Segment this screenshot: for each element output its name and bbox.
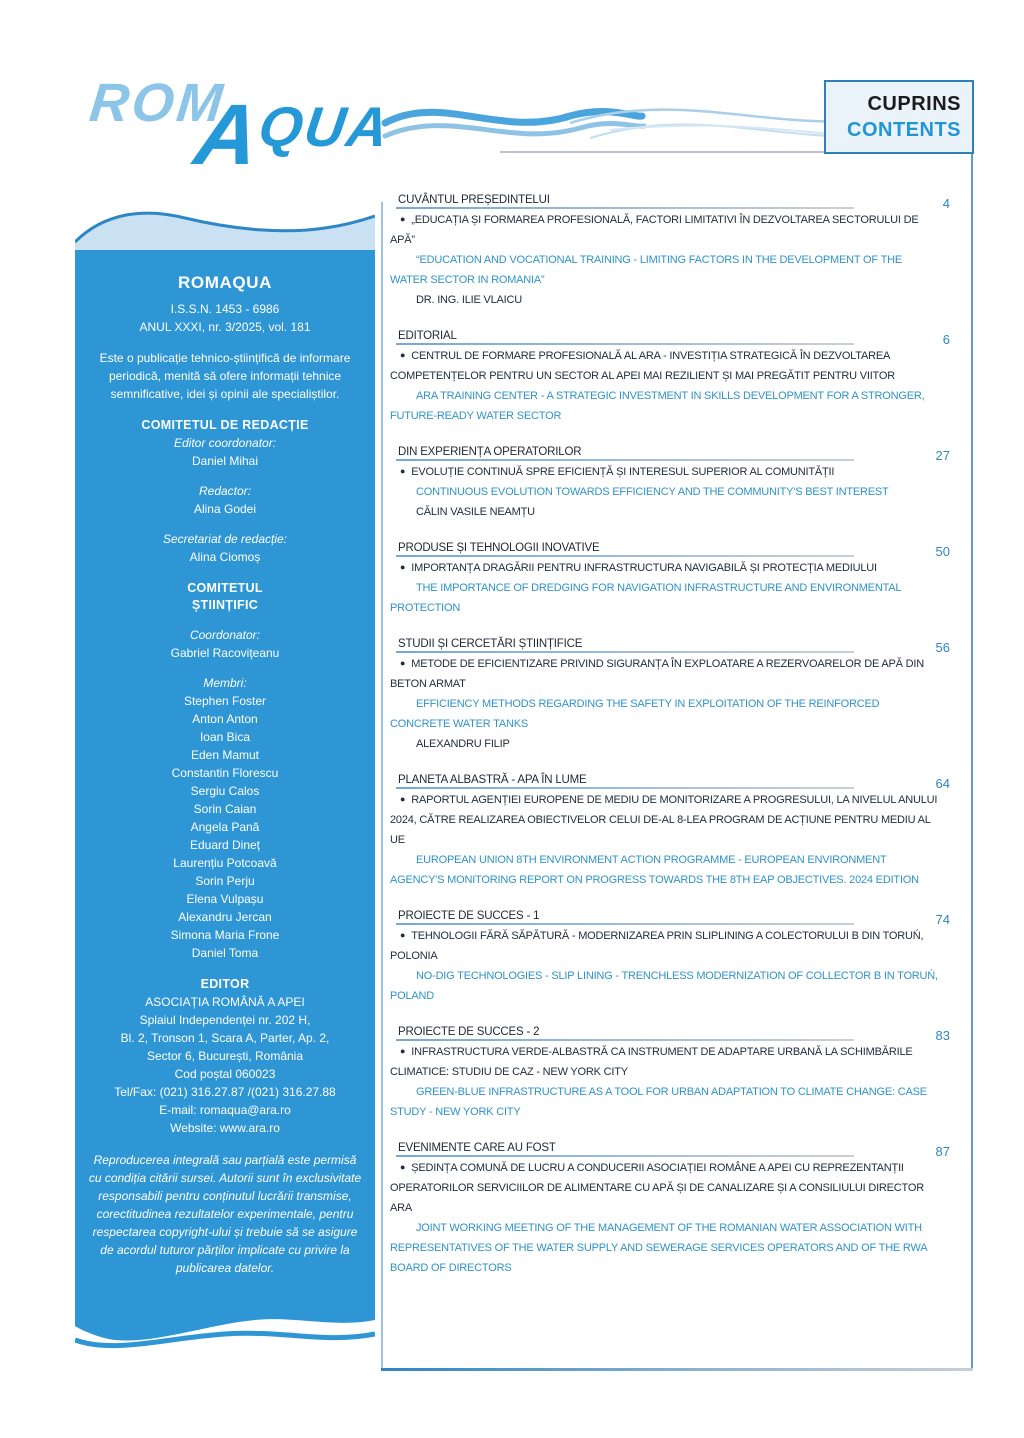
bullet-icon: ●: [400, 794, 406, 804]
section-title: PRODUSE ȘI TEHNOLOGII INOVATIVE: [398, 542, 600, 554]
table-of-contents: [390, 190, 950, 1294]
romaqua-logo-aqua: [189, 87, 395, 183]
toc-section: [390, 1138, 950, 1278]
sidebar-body: [75, 254, 375, 1310]
section-title: PLANETA ALBASTRĂ - APA ÎN LUME: [398, 774, 587, 786]
section-underline: [396, 555, 854, 557]
page-number: 27: [935, 448, 950, 463]
member-name: Sorin Caian: [193, 802, 257, 816]
members-label: Membri:: [203, 676, 247, 690]
article-title-en: EFFICIENCY METHODS REGARDING THE SAFETY IN EXPLOITATION OF THE REINFORCED CONCRETE WATER TANKS: [390, 698, 880, 730]
toc-section-header: [390, 538, 950, 558]
section-underline: [396, 343, 854, 345]
section-underline: [396, 1155, 854, 1157]
editorial-committee-heading: COMITETUL DE REDACȚIE: [141, 418, 309, 432]
section-title: CUVÂNTUL PREȘEDINTELUI: [398, 194, 550, 206]
toc-section-header: [390, 770, 950, 790]
editor-website: Website: www.ara.ro: [170, 1121, 280, 1135]
article-title-ro: ● TEHNOLOGII FĂRĂ SĂPĂTURĂ - MODERNIZAREA PRIN SLIPLINING A COLECTORULUI B DIN TORUŃ, POLONIA: [390, 930, 924, 962]
member-name: Daniel Toma: [191, 946, 259, 960]
journal-volume: ANUL XXXI, nr. 3/2025, vol. 181: [139, 320, 311, 334]
article-title-ro: ● IMPORTANȚA DRAGĂRII PENTRU INFRASTRUCTURA NAVIGABILĂ ȘI PROTECȚIA MEDIULUI: [400, 562, 877, 574]
coordinator-block: [87, 626, 363, 662]
coordinator-name: Gabriel Racovițeanu: [170, 646, 280, 660]
page-number: 83: [935, 1028, 950, 1043]
section-title: EDITORIAL: [398, 330, 457, 342]
page-number: 74: [935, 912, 950, 927]
toc-section-header: [390, 634, 950, 654]
toc-section-header: [390, 1138, 950, 1158]
copyright-disclaimer: Reproducerea integrală sau parțială este permisă cu condiția citării sursei. Autorii sunt în exclusivitate responsabili pentru conținutul lucrării transmise, corectitudinea rezultatelor experimentale, pentru respectarea copyright-ului și trebuie să se asigure de acordul tuturor părților implicate cu privire la publicarea datelor.: [88, 1153, 362, 1275]
page-number: 6: [942, 332, 950, 347]
logo-letter-a: A: [189, 87, 265, 183]
member-name: Elena Vulpașu: [186, 892, 264, 906]
bullet-icon: ●: [400, 466, 406, 476]
scientific-committee-heading: COMITETUL ȘTIINȚIFIC: [187, 581, 263, 612]
contents-title-en: CONTENTS: [847, 119, 961, 141]
member-name: Eden Mamut: [190, 748, 260, 762]
bullet-icon: ●: [400, 1046, 406, 1056]
article-title-ro: ● RAPORTUL AGENȚIEI EUROPENE DE MEDIU DE MONITORIZARE A PROGRESULUI, LA NIVELUL ANULUI 2024, CĂTRE REALIZAREA OBIECTIVELOR CELUI DE-AL 8-LEA PROGRAM DE ACȚIUNE PENTRU MEDIU AL UE: [390, 794, 938, 846]
members-list: [87, 692, 363, 962]
toc-section: [390, 634, 950, 754]
page-number: 50: [935, 544, 950, 559]
member-name: Angela Pană: [190, 820, 260, 834]
article-title-en: NO-DIG TECHNOLOGIES - SLIP LINING - TRENCHLESS MODERNIZATION OF COLLECTOR B IN TORUŃ, POLAND: [390, 970, 938, 1002]
bullet-icon: ●: [400, 562, 406, 572]
bullet-icon: ●: [400, 350, 406, 360]
toc-section: [390, 1022, 950, 1122]
sidebar-top-wave-icon: [75, 198, 375, 254]
article-title-en: ARA TRAINING CENTER - A STRATEGIC INVESTMENT IN SKILLS DEVELOPMENT FOR A STRONGER, FUTURE-READY WATER SECTOR: [390, 390, 925, 422]
article-title-ro: ● EVOLUȚIE CONTINUĂ SPRE EFICIENȚĂ ȘI INTERESUL SUPERIOR AL COMUNITĂȚII: [400, 466, 835, 478]
role-label: Editor coordonator:: [173, 436, 277, 450]
article-author: CĂLIN VASILE NEAMȚU: [416, 506, 535, 518]
section-underline: [396, 923, 854, 925]
contents-title-ro: CUPRINS: [867, 93, 961, 115]
romaqua-logo-rom: ROM: [86, 73, 229, 133]
article-title-en: JOINT WORKING MEETING OF THE MANAGEMENT OF THE ROMANIAN WATER ASSOCIATION WITH REPRESENTATIVES OF THE WATER SUPPLY AND SEWERAGE SERVICES OPERATORS AND OF THE RWA BOARD OF DIRECTORS: [390, 1222, 927, 1274]
article-author: ALEXANDRU FILIP: [416, 738, 510, 750]
masthead-sidebar: [75, 198, 375, 1362]
role-block: [87, 434, 363, 470]
article-title-en: “EDUCATION AND VOCATIONAL TRAINING - LIMITING FACTORS IN THE DEVELOPMENT OF THE WATER SECTOR IN ROMANIA”: [390, 254, 902, 286]
editor-address: ASOCIAȚIA ROMÂNĂ A APEI Splaiul Independenței nr. 202 H, Bl. 2, Tronson 1, Scara A, Parter, Ap. 2, Sector 6, București, România Cod poștal 060023 Tel/Fax: (021) 316.27.87 /(021) 316.27.88 E-mail: romaqua@ara.ro Website: www.ara.ro: [87, 993, 363, 1137]
article-title-ro: ● CENTRUL DE FORMARE PROFESIONALĂ AL ARA - INVESTIȚIA STRATEGICĂ ÎN DEZVOLTAREA COMPETENȚELOR PENTRU UN SECTOR AL APEI MAI REZILIENT ȘI MAI PREGĂTIT PENTRU VIITOR: [390, 350, 895, 382]
toc-section-header: [390, 442, 950, 462]
member-name: Constantin Florescu: [171, 766, 279, 780]
bottom-border-line: [381, 1368, 973, 1371]
section-underline: [396, 787, 854, 789]
section-underline: [396, 651, 854, 653]
role-label: Redactor:: [198, 484, 252, 498]
bullet-icon: ●: [400, 930, 406, 940]
article-title-en: GREEN-BLUE INFRASTRUCTURE AS A TOOL FOR URBAN ADAPTATION TO CLIMATE CHANGE: CASE STUDY - NEW YORK CITY: [390, 1086, 927, 1118]
logo-letters-qua: QUA: [254, 95, 395, 158]
section-title: EVENIMENTE CARE AU FOST: [398, 1142, 556, 1154]
section-title: PROIECTE DE SUCCES - 1: [398, 910, 540, 922]
toc-section: [390, 770, 950, 890]
toc-section-header: [390, 190, 950, 210]
page-number: 4: [942, 196, 950, 211]
article-title-ro: ● METODE DE EFICIENTIZARE PRIVIND SIGURANȚA ÎN EXPLOATARE A REZERVOARELOR DE APĂ DIN BETON ARMAT: [390, 658, 924, 690]
section-underline: [396, 459, 854, 461]
bullet-icon: ●: [400, 214, 406, 224]
member-name: Simona Maria Frone: [170, 928, 280, 942]
bullet-icon: ●: [400, 1162, 406, 1172]
member-name: Stephen Foster: [183, 694, 267, 708]
toc-section-header: [390, 1022, 950, 1042]
page-number: 87: [935, 1144, 950, 1159]
toc-section-header: [390, 906, 950, 926]
member-name: Sergiu Calos: [190, 784, 260, 798]
role-name: Alina Ciomoș: [189, 550, 261, 564]
section-underline: [396, 1039, 854, 1041]
sidebar-bottom-wave-icon: [75, 1310, 375, 1362]
page-number: 64: [935, 776, 950, 791]
member-name: Alexandru Jercan: [178, 910, 272, 924]
member-name: Ioan Bica: [199, 730, 251, 744]
toc-section: [390, 906, 950, 1006]
role-block: [87, 482, 363, 518]
section-underline: [396, 207, 854, 209]
editor-heading: EDITOR: [200, 977, 250, 991]
article-title-ro: ● „EDUCAȚIA ȘI FORMAREA PROFESIONALĂ, FACTORI LIMITATIVI ÎN DEZVOLTAREA SECTORULUI DE APĂ”: [390, 214, 919, 246]
bullet-icon: ●: [400, 658, 406, 668]
page-number: 56: [935, 640, 950, 655]
editor-email: E-mail: romaqua@ara.ro: [159, 1103, 291, 1117]
toc-section: [390, 538, 950, 618]
article-title-ro: ● INFRASTRUCTURA VERDE-ALBASTRĂ CA INSTRUMENT DE ADAPTARE URBANĂ LA SCHIMBĂRILE CLIMATICE: STUDIU DE CAZ - NEW YORK CITY: [390, 1046, 913, 1078]
section-title: PROIECTE DE SUCCES - 2: [398, 1026, 540, 1038]
article-title-ro: ● ȘEDINȚA COMUNĂ DE LUCRU A CONDUCERII ASOCIAȚIEI ROMÂNE A APEI CU REPREZENTANȚII OPERATORILOR SERVICIILOR DE ALIMENTARE CU APĂ ȘI DE CANALIZARE ȘI A CONSILIULUI DIRECTOR ARA: [390, 1162, 924, 1214]
toc-section: [390, 326, 950, 426]
member-name: Sorin Perju: [195, 874, 255, 888]
right-border-line: [971, 152, 973, 1370]
role-block: [87, 530, 363, 566]
journal-issn: I.S.S.N. 1453 - 6986: [170, 302, 280, 316]
article-title-en: THE IMPORTANCE OF DREDGING FOR NAVIGATION INFRASTRUCTURE AND ENVIRONMENTAL PROTECTION: [390, 582, 901, 614]
article-title-en: CONTINUOUS EVOLUTION TOWARDS EFFICIENCY AND THE COMMUNITY'S BEST INTEREST: [416, 486, 889, 498]
toc-section: [390, 442, 950, 522]
toc-section-header: [390, 326, 950, 346]
toc-section: [390, 190, 950, 310]
member-name: Eduard Dineț: [189, 838, 261, 852]
coordinator-label: Coordonator:: [189, 628, 261, 642]
member-name: Anton Anton: [192, 712, 258, 726]
section-title: STUDII ȘI CERCETĂRI ȘTIINȚIFICE: [398, 638, 583, 650]
section-title: DIN EXPERIENȚA OPERATORILOR: [398, 446, 582, 458]
article-title-en: EUROPEAN UNION 8TH ENVIRONMENT ACTION PROGRAMME - EUROPEAN ENVIRONMENT AGENCY'S MONITORING REPORT ON PROGRESS TOWARDS THE 8TH EAP OBJECTIVES. 2024 EDITION: [390, 854, 919, 886]
role-name: Alina Godei: [193, 502, 257, 516]
role-label: Secretariat de redacție:: [162, 532, 288, 546]
article-author: DR. ING. ILIE VLAICU: [416, 294, 523, 306]
role-name: Daniel Mihai: [191, 454, 259, 468]
contents-title-box: [824, 80, 974, 154]
left-border-line: [381, 202, 383, 1370]
journal-name: ROMAQUA: [178, 273, 272, 292]
member-name: Laurențiu Potcoavă: [173, 856, 277, 870]
journal-description: Este o publicație tehnico-științifică de informare periodică, menită să ofere informații tehnice semnificative, idei și opinii ale specialiștilor.: [99, 351, 351, 401]
